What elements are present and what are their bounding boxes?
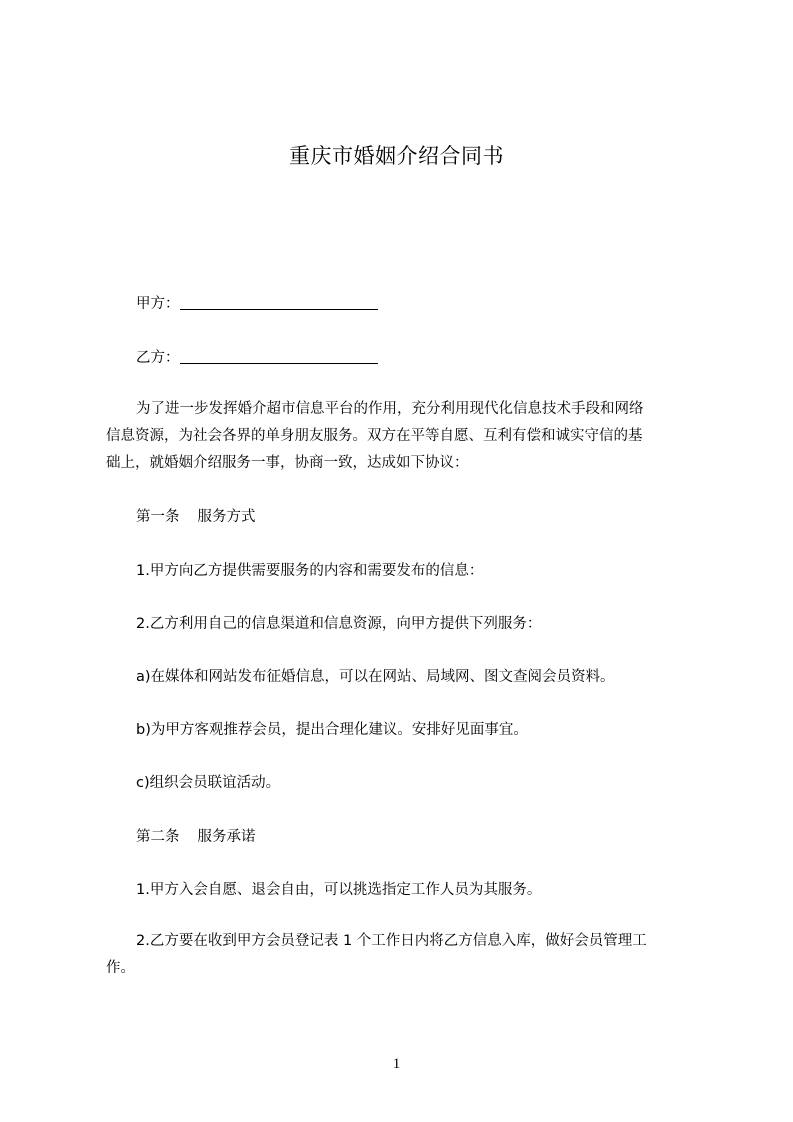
party-a-line (136, 292, 378, 313)
page-number: 1 (392, 1056, 401, 1072)
party-b-blank (180, 349, 378, 364)
party-a-blank (180, 295, 378, 310)
party-b-label: 乙方： (136, 350, 180, 366)
party-a-label: 甲方： (136, 296, 180, 312)
article-2-number: 第二条 (136, 829, 180, 845)
article-1-number: 第一条 (136, 509, 180, 525)
intro-line-1: 为了进一步发挥婚介超市信息平台的作用，充分利用现代化信息技术手段和网络 (136, 401, 644, 417)
article-2-title: 服务承诺 (197, 829, 256, 845)
party-b-line (136, 346, 378, 367)
document-title: 重庆市婚姻介绍合同书 (289, 144, 504, 168)
intro-line-3: 础上，就婚姻介绍服务一事，协商一致，达成如下协议： (106, 455, 469, 471)
article-1-item-c: c)组织会员联谊活动。 (136, 775, 281, 791)
article-2-item-2-line-1: 2.乙方要在收到甲方会员登记表 1 个工作日内将乙方信息入库，做好会员管理工 (136, 933, 647, 949)
article-1-item-2: 2.乙方利用自己的信息渠道和信息资源，向甲方提供下列服务： (136, 616, 542, 632)
article-2-item-2-line-2: 作。 (106, 960, 135, 976)
article-1-heading (136, 505, 256, 526)
intro-paragraph (106, 396, 706, 477)
article-1-item-a: a)在媒体和网站发布征婚信息，可以在网站、局域网、图文查阅会员资料。 (136, 669, 615, 685)
article-1-item-1: 1.甲方向乙方提供需要服务的内容和需要发布的信息： (136, 563, 484, 579)
article-1-title: 服务方式 (197, 509, 256, 525)
article-2-heading (136, 825, 256, 846)
article-2-item-1: 1.甲方入会自愿、退会自由，可以挑选指定工作人员为其服务。 (136, 882, 542, 898)
article-1-item-b: b)为甲方客观推荐会员，提出合理化建议。安排好见面事宜。 (136, 722, 528, 738)
intro-line-2: 信息资源，为社会各界的单身朋友服务。双方在平等自愿、互利有偿和诚实守信的基 (106, 428, 643, 444)
article-2-item-2 (106, 928, 706, 982)
